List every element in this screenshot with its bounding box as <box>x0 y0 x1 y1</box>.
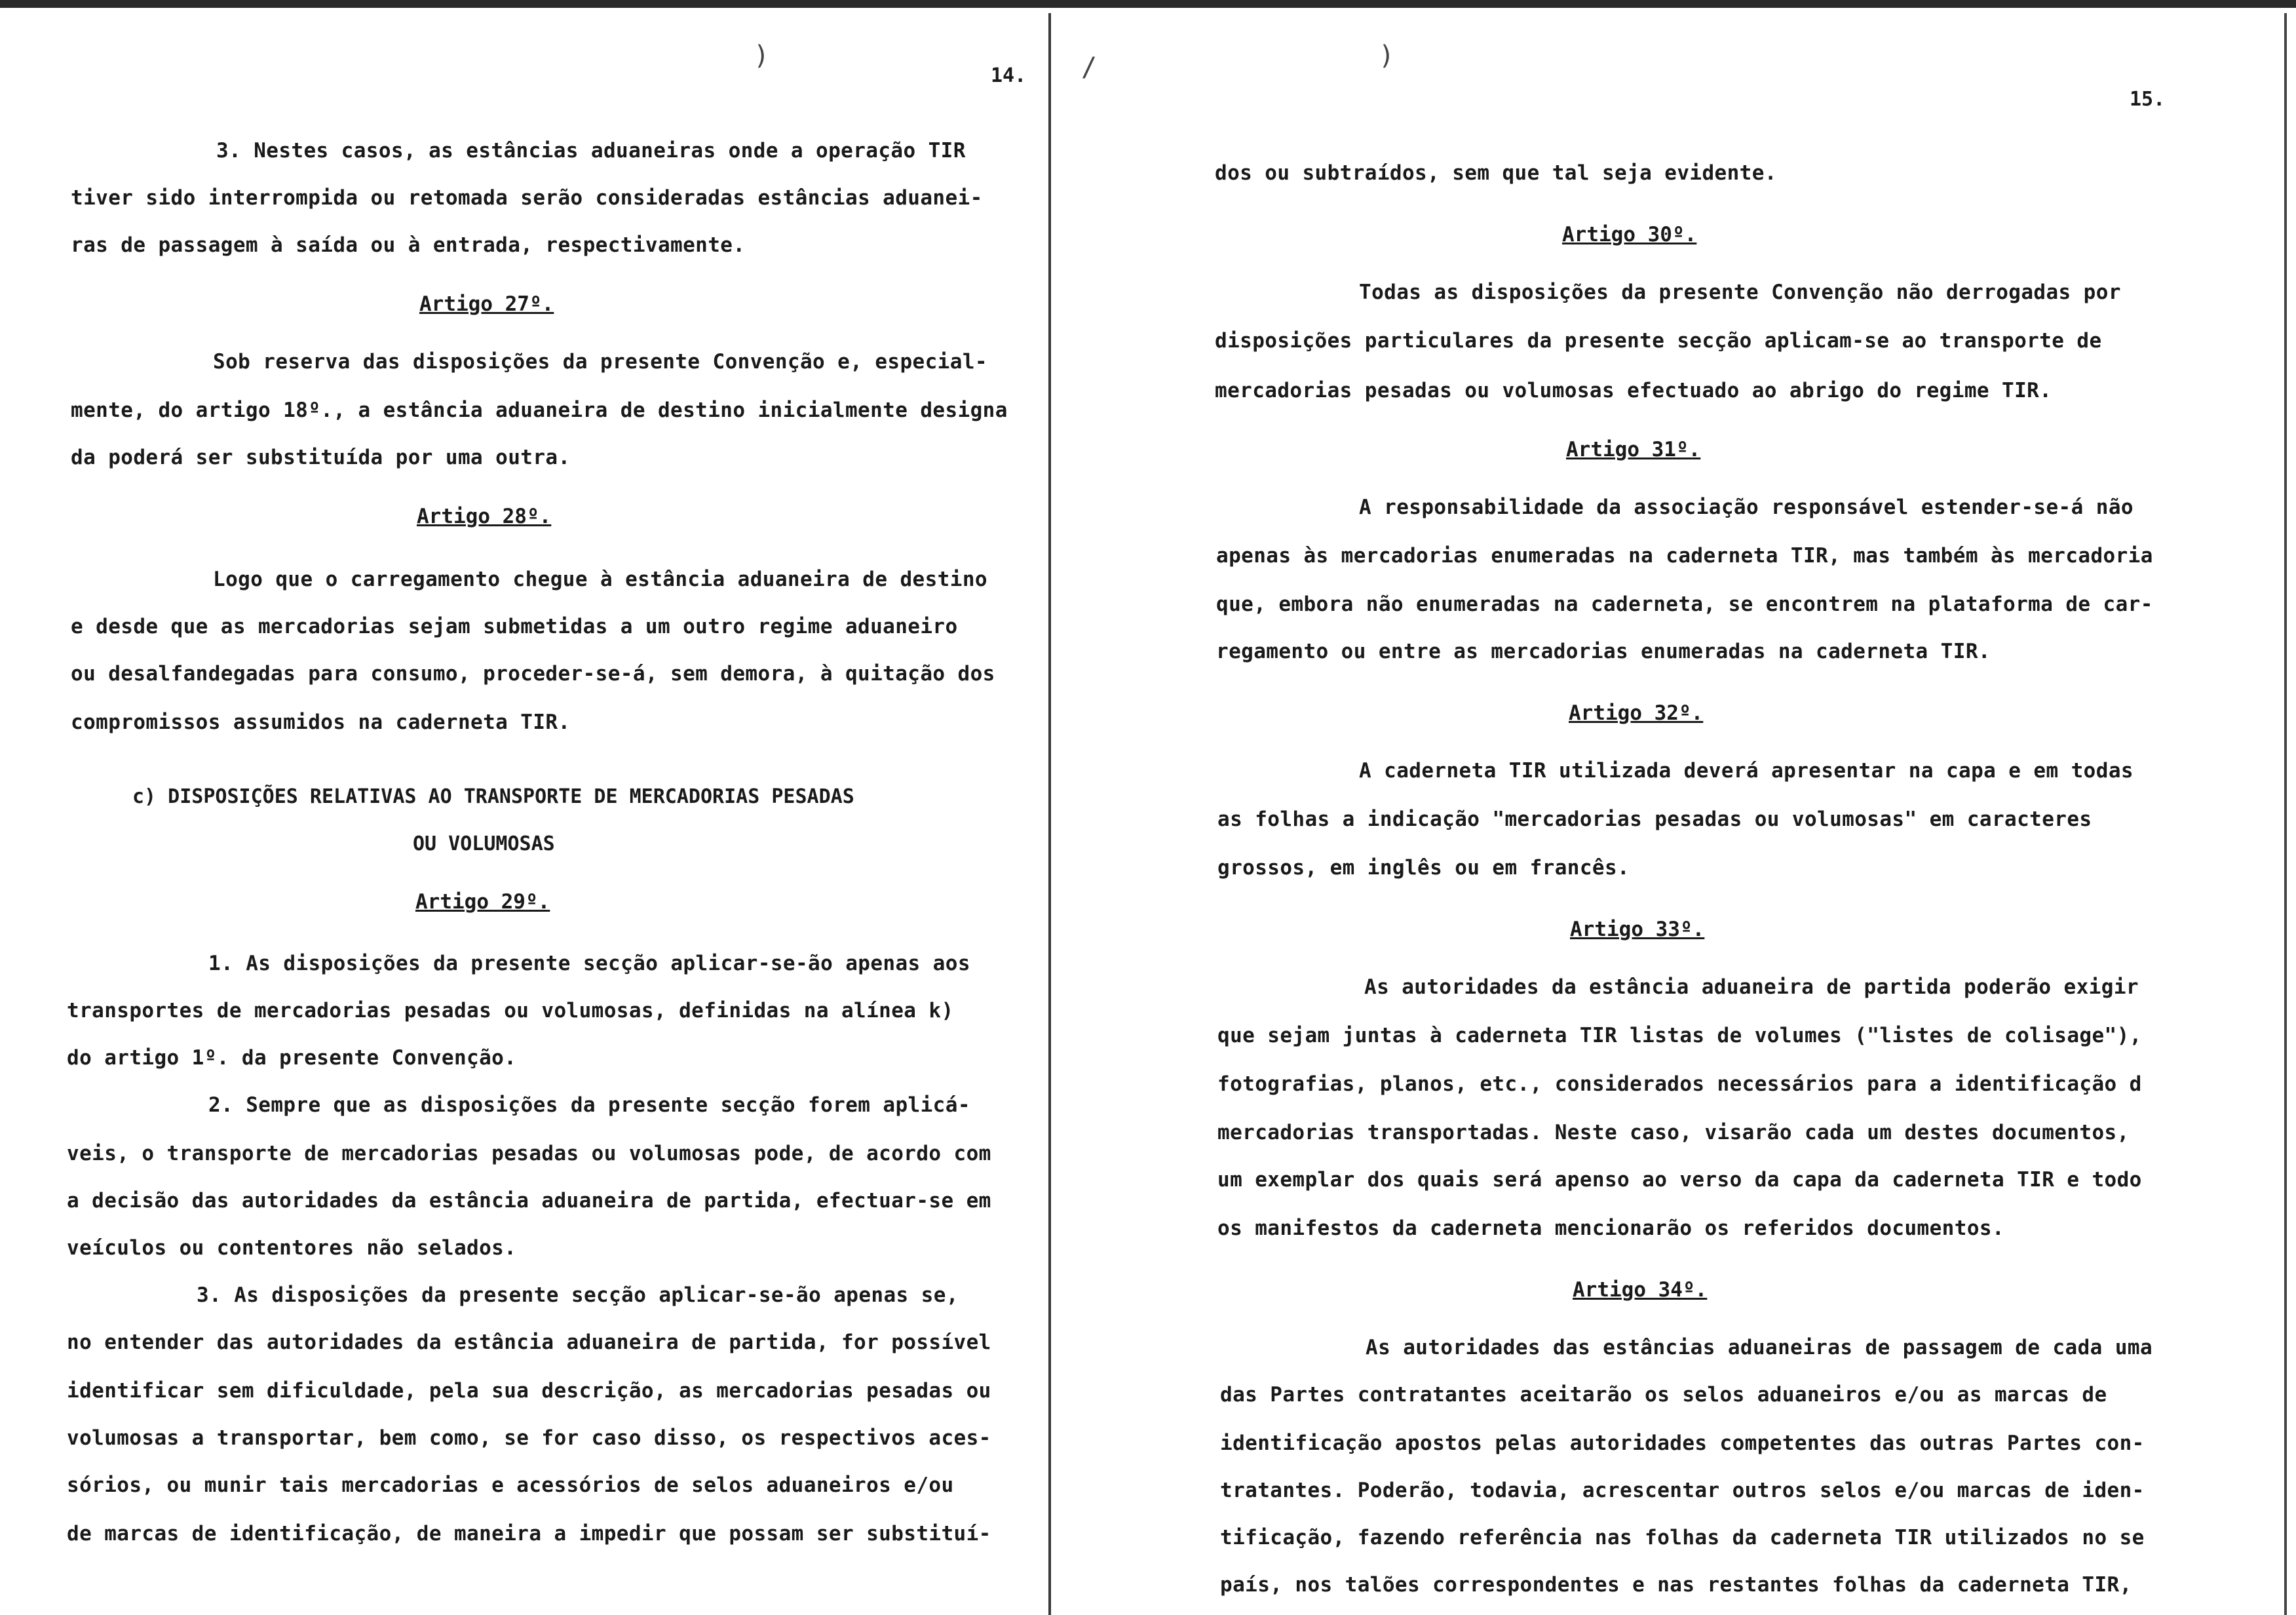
left-page <box>0 0 1098 1615</box>
text-line: mercadorias transportadas. Neste caso, visarão cada um destes documentos, <box>1217 1121 2130 1144</box>
article-heading: Artigo 28º. <box>417 505 552 528</box>
text-line: A caderneta TIR utilizada deverá apresentar na capa e em todas <box>1359 759 2133 783</box>
section-title: OU VOLUMOSAS <box>413 832 555 855</box>
text-line: e desde que as mercadorias sejam submetidas a um outro regime aduaneiro <box>71 615 958 638</box>
text-line: compromissos assumidos na caderneta TIR. <box>71 710 571 734</box>
section-title: c) DISPOSIÇÕES RELATIVAS AO TRANSPORTE DE MERCADORIAS PESADAS <box>132 785 854 808</box>
article-heading: Artigo 32º. <box>1569 701 1704 725</box>
text-line: 1. As disposições da presente secção aplicar-se-ão apenas aos <box>208 952 970 975</box>
text-line: grossos, em inglês ou em francês. <box>1217 856 1630 880</box>
text-line: os manifestos da caderneta mencionarão os referidos documentos. <box>1217 1216 2005 1240</box>
text-line: dos ou subtraídos, sem que tal seja evidente. <box>1215 161 1777 185</box>
scan-right-border <box>2284 13 2287 1615</box>
page-number: 15. <box>2130 88 2166 111</box>
text-line: as folhas a indicação "mercadorias pesadas ou volumosas" em caracteres <box>1217 808 2092 831</box>
text-line: do artigo 1º. da presente Convenção. <box>67 1046 517 1070</box>
text-line: veis, o transporte de mercadorias pesadas ou volumosas pode, de acordo com <box>67 1142 991 1165</box>
text-line: As autoridades da estância aduaneira de partida poderão exigir <box>1364 975 2139 999</box>
text-line: de marcas de identificação, de maneira a impedir que possam ser substituí- <box>67 1522 991 1546</box>
text-line: um exemplar dos quais será apenso ao verso da capa da caderneta TIR e todo <box>1217 1168 2142 1192</box>
text-line: tiver sido interrompida ou retomada serão consideradas estâncias aduanei- <box>71 186 983 210</box>
text-line: A responsabilidade da associação responsável estender-se-á não <box>1359 496 2133 519</box>
article-heading: Artigo 31º. <box>1566 438 1701 461</box>
text-line: fotografias, planos, etc., considerados necessários para a identificação d <box>1217 1072 2142 1096</box>
scan-speck: / <box>1081 52 1098 83</box>
text-line: disposições particulares da presente secção aplicam-se ao transporte de <box>1215 329 2102 353</box>
text-line: ras de passagem à saída ou à entrada, respectivamente. <box>71 233 746 257</box>
text-line: país, nos talões correspondentes e nas restantes folhas da caderneta TIR, <box>1220 1573 2132 1597</box>
text-line: da poderá ser substituída por uma outra. <box>71 446 571 469</box>
text-line: sórios, ou munir tais mercadorias e acessórios de selos aduaneiros e/ou <box>67 1473 954 1497</box>
text-line: mente, do artigo 18º., a estância aduaneira de destino inicialmente designa <box>71 399 1008 422</box>
scan-speck: ) <box>1379 41 1395 71</box>
page-number: 14. <box>991 64 1027 87</box>
text-line: veículos ou contentores não selados. <box>67 1236 517 1260</box>
article-heading: Artigo 33º. <box>1570 918 1705 941</box>
article-heading: Artigo 34º. <box>1573 1278 1708 1302</box>
text-line: tificação, fazendo referência nas folhas da caderneta TIR utilizados no se <box>1220 1526 2145 1549</box>
text-line: identificar sem dificuldade, pela sua descrição, as mercadorias pesadas ou <box>67 1379 991 1403</box>
right-page <box>1051 0 2283 1615</box>
text-line: Logo que o carregamento chegue à estância aduaneira de destino <box>213 568 987 591</box>
text-line: volumosas a transportar, bem como, se for caso disso, os respectivos aces- <box>67 1426 991 1450</box>
text-line: 2. Sempre que as disposições da presente secção forem aplicá- <box>208 1093 970 1117</box>
text-line: tratantes. Poderão, todavia, acrescentar outros selos e/ou marcas de iden- <box>1220 1479 2145 1502</box>
text-line: no entender das autoridades da estância aduaneira de partida, for possível <box>67 1331 991 1354</box>
text-line: Todas as disposições da presente Convenção não derrogadas por <box>1359 281 2121 304</box>
text-line: ou desalfandegadas para consumo, proceder-se-á, sem demora, à quitação dos <box>71 662 995 686</box>
text-line: mercadorias pesadas ou volumosas efectuado ao abrigo do regime TIR. <box>1215 379 2052 402</box>
article-heading: Artigo 30º. <box>1562 223 1697 246</box>
text-line: 3. As disposições da presente secção aplicar-se-ão apenas se, <box>197 1283 959 1307</box>
text-line: Sob reserva das disposições da presente Convenção e, especial- <box>213 350 987 374</box>
text-line: regamento ou entre as mercadorias enumeradas na caderneta TIR. <box>1216 640 1991 663</box>
text-line: 3. Nestes casos, as estâncias aduaneiras onde a operação TIR <box>216 139 966 163</box>
text-line: das Partes contratantes aceitarão os selos aduaneiros e/ou as marcas de <box>1220 1383 2107 1407</box>
text-line: apenas às mercadorias enumeradas na caderneta TIR, mas também às mercadoria <box>1216 544 2153 568</box>
text-line: que, embora não enumeradas na caderneta, se encontrem na plataforma de car- <box>1216 593 2153 616</box>
text-line: As autoridades das estâncias aduaneiras de passagem de cada uma <box>1366 1336 2153 1359</box>
text-line: que sejam juntas à caderneta TIR listas de volumes ("listes de colisage"), <box>1217 1024 2142 1047</box>
article-heading: Artigo 27º. <box>419 292 554 316</box>
article-heading: Artigo 29º. <box>415 890 550 914</box>
text-line: a decisão das autoridades da estância aduaneira de partida, efectuar-se em <box>67 1189 991 1213</box>
scan-speck: ) <box>754 41 770 71</box>
text-line: transportes de mercadorias pesadas ou volumosas, definidas na alínea k) <box>67 999 954 1022</box>
text-line: identificação apostos pelas autoridades competentes das outras Partes con- <box>1220 1431 2145 1455</box>
